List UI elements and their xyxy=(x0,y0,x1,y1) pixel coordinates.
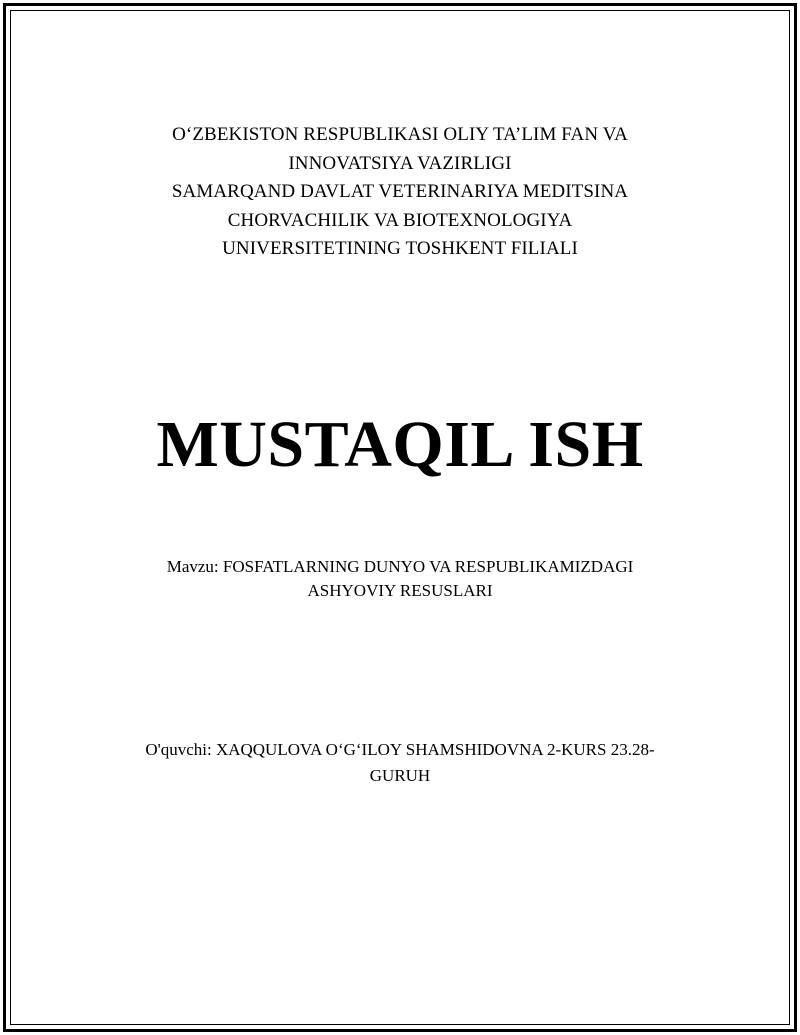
topic-line: ASHYOVIY RESUSLARI xyxy=(307,581,493,600)
topic-block xyxy=(0,555,800,603)
institution-line: CHORVACHILIK VA BIOTEXNOLOGIYA xyxy=(227,209,573,231)
page-title: MUSTAQIL ISH xyxy=(156,408,644,481)
topic-line: Mavzu: FOSFATLARNING DUNYO VA RESPUBLIKAMIZDAGI xyxy=(166,557,634,576)
student-line: GURUH xyxy=(369,766,431,785)
institution-line: O‘ZBEKISTON RESPUBLIKASI OLIY TA’LIM FAN VA xyxy=(172,124,628,145)
institution-line: UNIVERSITETINING TOSHKENT FILIALI xyxy=(222,238,578,259)
institution-heading xyxy=(0,121,800,264)
student-line: O'quvchi: XAQQULOVA O‘G‘ILOY SHAMSHIDOVNA 2-KURS 23.28- xyxy=(145,740,655,759)
institution-line: INNOVATSIYA VAZIRLIGI xyxy=(288,152,512,174)
student-block xyxy=(0,737,800,789)
institution-line: SAMARQAND DAVLAT VETERINARIYA MEDITSINA xyxy=(171,181,629,202)
